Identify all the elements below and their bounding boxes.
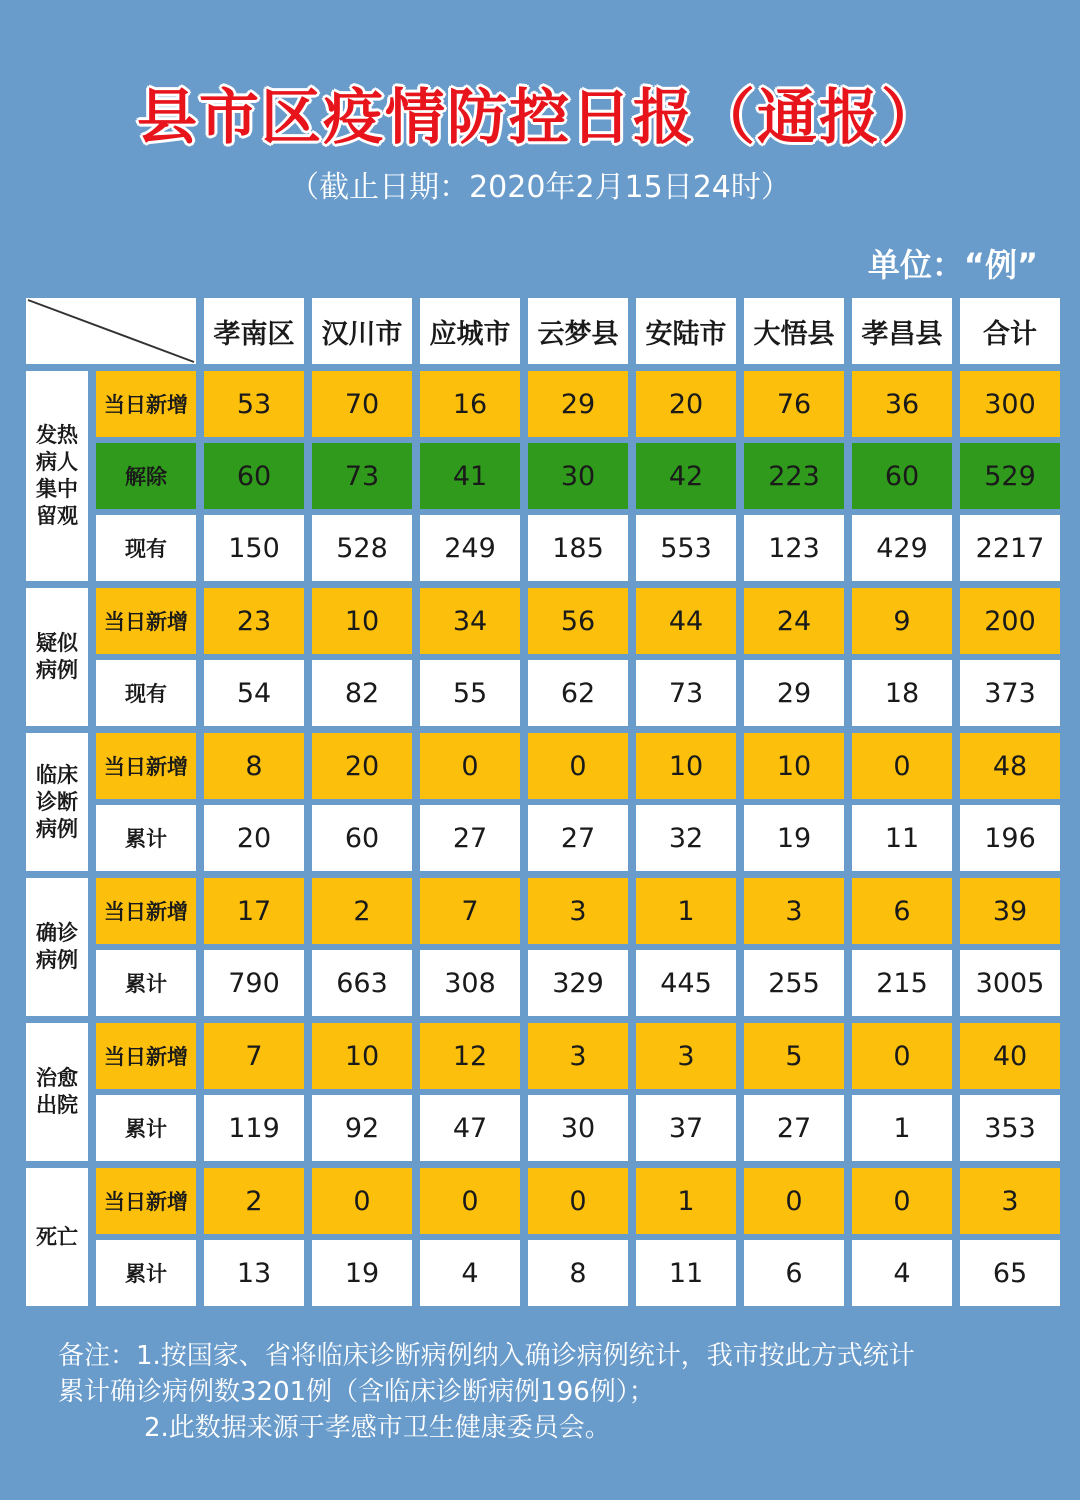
data-cell: 6 — [852, 878, 952, 944]
group-label: 治愈出院 — [26, 1023, 88, 1161]
data-cell: 44 — [636, 588, 736, 654]
data-cell: 529 — [960, 443, 1060, 509]
data-cell: 255 — [744, 950, 844, 1016]
data-cell: 60 — [312, 805, 412, 871]
data-cell: 47 — [420, 1095, 520, 1161]
column-header: 孝南区 — [204, 298, 304, 364]
data-cell: 429 — [852, 515, 952, 581]
data-cell: 373 — [960, 660, 1060, 726]
data-cell: 0 — [528, 733, 628, 799]
data-cell: 308 — [420, 950, 520, 1016]
row-label: 当日新增 — [96, 588, 196, 654]
data-cell: 2 — [312, 878, 412, 944]
data-cell: 10 — [312, 588, 412, 654]
column-header: 孝昌县 — [852, 298, 952, 364]
data-cell: 3 — [528, 878, 628, 944]
data-cell: 215 — [852, 950, 952, 1016]
note-line-1: 备注：1.按国家、省将临床诊断病例纳入确诊病例统计，我市按此方式统计 — [58, 1341, 915, 1371]
data-cell: 20 — [312, 733, 412, 799]
data-cell: 3 — [636, 1023, 736, 1089]
report-date: （截止日期：2020年2月15日24时） — [289, 170, 791, 205]
data-cell: 0 — [312, 1168, 412, 1234]
data-cell: 5 — [744, 1023, 844, 1089]
data-cell: 54 — [204, 660, 304, 726]
data-cell: 3005 — [960, 950, 1060, 1016]
corner-diagonal — [26, 298, 196, 364]
group-label: 确诊病例 — [26, 878, 88, 1016]
data-cell: 445 — [636, 950, 736, 1016]
data-cell: 27 — [744, 1095, 844, 1161]
data-cell: 9 — [852, 588, 952, 654]
data-cell: 7 — [420, 878, 520, 944]
column-header: 应城市 — [420, 298, 520, 364]
group-label: 发热病人集中留观 — [26, 371, 88, 581]
data-cell: 2 — [204, 1168, 304, 1234]
row-label: 解除 — [96, 443, 196, 509]
data-cell: 1 — [852, 1095, 952, 1161]
data-cell: 10 — [636, 733, 736, 799]
data-cell: 0 — [528, 1168, 628, 1234]
data-cell: 70 — [312, 371, 412, 437]
data-cell: 29 — [528, 371, 628, 437]
row-label: 现有 — [96, 660, 196, 726]
data-cell: 200 — [960, 588, 1060, 654]
row-label: 当日新增 — [96, 1023, 196, 1089]
data-cell: 8 — [204, 733, 304, 799]
data-cell: 20 — [204, 805, 304, 871]
group-label: 死亡 — [26, 1168, 88, 1306]
data-cell: 1 — [636, 878, 736, 944]
data-cell: 42 — [636, 443, 736, 509]
data-cell: 8 — [528, 1240, 628, 1306]
row-label: 当日新增 — [96, 878, 196, 944]
data-cell: 16 — [420, 371, 520, 437]
data-cell: 73 — [636, 660, 736, 726]
unit-label: 单位：“例” — [867, 246, 1038, 284]
data-cell: 82 — [312, 660, 412, 726]
data-cell: 27 — [528, 805, 628, 871]
data-cell: 249 — [420, 515, 520, 581]
data-cell: 27 — [420, 805, 520, 871]
data-cell: 39 — [960, 878, 1060, 944]
data-cell: 790 — [204, 950, 304, 1016]
data-cell: 48 — [960, 733, 1060, 799]
data-cell: 300 — [960, 371, 1060, 437]
column-header: 云梦县 — [528, 298, 628, 364]
data-cell: 40 — [960, 1023, 1060, 1089]
data-cell: 0 — [852, 1023, 952, 1089]
data-cell: 353 — [960, 1095, 1060, 1161]
row-label: 当日新增 — [96, 371, 196, 437]
data-cell: 185 — [528, 515, 628, 581]
row-label: 现有 — [96, 515, 196, 581]
data-cell: 19 — [312, 1240, 412, 1306]
data-cell: 56 — [528, 588, 628, 654]
data-cell: 123 — [744, 515, 844, 581]
column-header: 合计 — [960, 298, 1060, 364]
row-label: 累计 — [96, 1095, 196, 1161]
data-cell: 0 — [744, 1168, 844, 1234]
data-cell: 36 — [852, 371, 952, 437]
row-label: 累计 — [96, 1240, 196, 1306]
data-cell: 92 — [312, 1095, 412, 1161]
data-cell: 62 — [528, 660, 628, 726]
data-cell: 23 — [204, 588, 304, 654]
data-cell: 13 — [204, 1240, 304, 1306]
data-cell: 30 — [528, 443, 628, 509]
data-cell: 4 — [852, 1240, 952, 1306]
data-cell: 20 — [636, 371, 736, 437]
data-cell: 12 — [420, 1023, 520, 1089]
column-header: 安陆市 — [636, 298, 736, 364]
data-cell: 41 — [420, 443, 520, 509]
data-cell: 11 — [852, 805, 952, 871]
data-cell: 17 — [204, 878, 304, 944]
data-cell: 65 — [960, 1240, 1060, 1306]
data-cell: 6 — [744, 1240, 844, 1306]
data-cell: 60 — [204, 443, 304, 509]
data-cell: 1 — [636, 1168, 736, 1234]
data-cell: 3 — [528, 1023, 628, 1089]
corner-cell — [26, 298, 196, 364]
data-cell: 329 — [528, 950, 628, 1016]
data-cell: 32 — [636, 805, 736, 871]
data-cell: 60 — [852, 443, 952, 509]
note-line-2: 累计确诊病例数3201例（含临床诊断病例196例）； — [58, 1377, 655, 1407]
data-cell: 34 — [420, 588, 520, 654]
data-cell: 223 — [744, 443, 844, 509]
data-cell: 4 — [420, 1240, 520, 1306]
data-cell: 73 — [312, 443, 412, 509]
data-cell: 18 — [852, 660, 952, 726]
data-cell: 10 — [744, 733, 844, 799]
data-cell: 0 — [420, 1168, 520, 1234]
data-cell: 0 — [852, 1168, 952, 1234]
data-cell: 3 — [960, 1168, 1060, 1234]
group-label: 疑似病例 — [26, 588, 88, 726]
data-cell: 29 — [744, 660, 844, 726]
data-cell: 528 — [312, 515, 412, 581]
data-cell: 53 — [204, 371, 304, 437]
data-cell: 19 — [744, 805, 844, 871]
column-header: 大悟县 — [744, 298, 844, 364]
row-label: 累计 — [96, 805, 196, 871]
data-cell: 150 — [204, 515, 304, 581]
data-cell: 76 — [744, 371, 844, 437]
data-cell: 30 — [528, 1095, 628, 1161]
data-cell: 3 — [744, 878, 844, 944]
row-label: 累计 — [96, 950, 196, 1016]
data-cell: 0 — [420, 733, 520, 799]
data-cell: 2217 — [960, 515, 1060, 581]
data-cell: 553 — [636, 515, 736, 581]
data-cell: 196 — [960, 805, 1060, 871]
data-cell: 11 — [636, 1240, 736, 1306]
data-cell: 0 — [852, 733, 952, 799]
note-line-3: 2.此数据来源于孝感市卫生健康委员会。 — [144, 1413, 611, 1443]
data-cell: 55 — [420, 660, 520, 726]
notes — [58, 1338, 1048, 1446]
data-cell: 37 — [636, 1095, 736, 1161]
data-cell: 10 — [312, 1023, 412, 1089]
row-label: 当日新增 — [96, 733, 196, 799]
data-cell: 7 — [204, 1023, 304, 1089]
page-title: 县市区疫情防控日报（通报） — [137, 83, 943, 153]
group-label: 临床诊断病例 — [26, 733, 88, 871]
data-cell: 663 — [312, 950, 412, 1016]
row-label: 当日新增 — [96, 1168, 196, 1234]
column-header: 汉川市 — [312, 298, 412, 364]
data-cell: 24 — [744, 588, 844, 654]
data-cell: 119 — [204, 1095, 304, 1161]
